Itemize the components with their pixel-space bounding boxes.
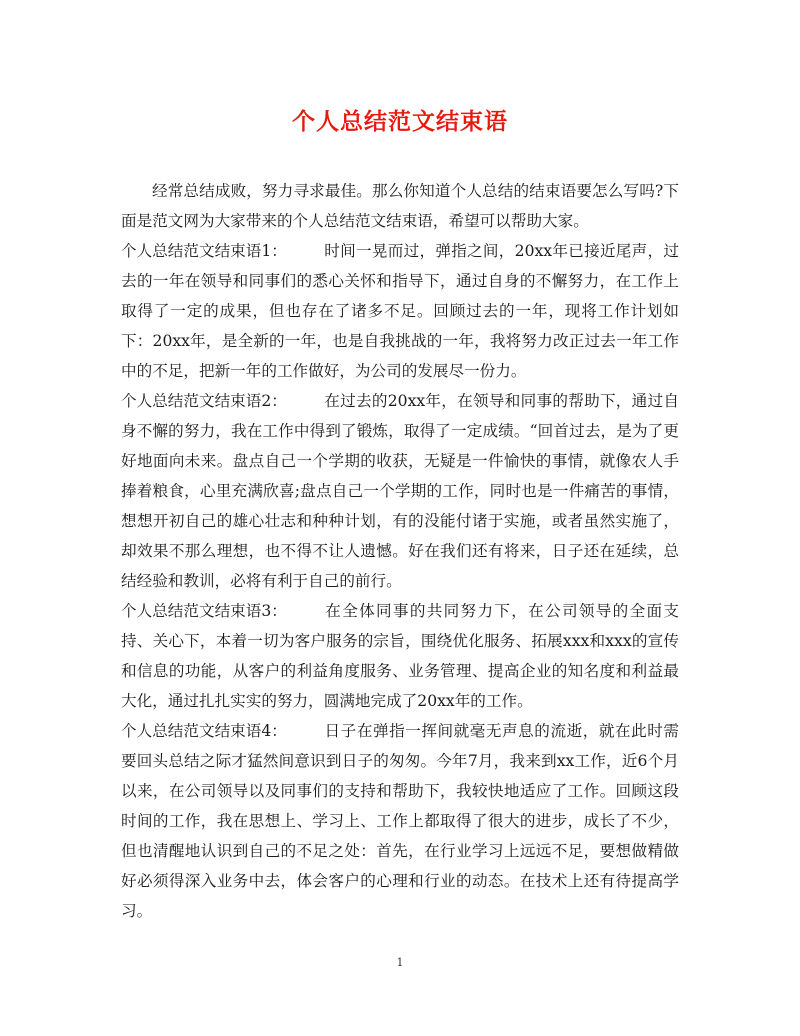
section-3-label: 个人总结范文结束语3： [121, 602, 287, 620]
section-2-text: 在过去的20xx年，在领导和同事的帮助下，通过自身不懈的努力，我在工作中得到了锻炼，取得了一定成绩。“回首过去，是为了更好地面向未来。盘点自己一个学期的收获，无疑是一件愉快的事情，就像农人手捧着粮食，心里充满欣喜;盘点自己一个学期的工作，同时也是一件痛苦的事情，想想开初自己的雄心壮志和种种计划，有的没能付诸于实施，或者虽然实施了，却效果不那么理想，也不得不让人遗憾。好在我们还有将来，日子还在延续，总结经验和教训，必将有利于自己的前行。 [121, 392, 679, 590]
intro-paragraph: 经常总结成败，努力寻求最佳。那么你知道个人总结的结束语要怎么写吗?下面是范文网为大家带来的个人总结范文结束语，希望可以帮助大家。 [121, 182, 679, 230]
section-3-text: 在全体同事的共同努力下，在公司领导的全面支持、关心下，本着一切为客户服务的宗旨，围绕优化服务、拓展xxx和xxx的宣传和信息的功能，从客户的利益角度服务、业务管理、提高企业的知名度和利益最大化，通过扎扎实实的努力，圆满地完成了20xx年的工作。 [121, 602, 679, 710]
section-4-label: 个人总结范文结束语4： [121, 722, 287, 740]
section-1 [121, 236, 679, 386]
section-1-text: 时间一晃而过，弹指之间，20xx年已接近尾声，过去的一年在领导和同事们的悉心关怀和指导下，通过自身的不懈努力，在工作上取得了一定的成果，但也存在了诸多不足。回顾过去的一年，现将工作计划如下：20xx年，是全新的一年，也是自我挑战的一年，我将努力改正过去一年工作中的不足，把新一年的工作做好，为公司的发展尽一份力。 [121, 242, 679, 380]
document-title: 个人总结范文结束语 [292, 108, 508, 135]
document-body [121, 176, 679, 926]
section-1-label: 个人总结范文结束语1： [121, 242, 287, 260]
page-number: 1 [396, 956, 404, 969]
section-4 [121, 716, 679, 926]
section-2 [121, 386, 679, 596]
section-2-label: 个人总结范文结束语2： [121, 392, 287, 410]
section-3 [121, 596, 679, 716]
section-4-text: 日子在弹指一挥间就毫无声息的流逝，就在此时需要回头总结之际才猛然间意识到日子的匆匆。今年7月，我来到xx工作，近6个月以来，在公司领导以及同事们的支持和帮助下，我较快地适应了工作。回顾这段时间的工作，我在思想上、学习上、工作上都取得了很大的进步，成长了不少，但也清醒地认识到自己的不足之处：首先，在行业学习上远远不足，要想做精做好必须得深入业务中去，体会客户的心理和行业的动态。在技术上还有待提高学习。 [121, 722, 679, 920]
